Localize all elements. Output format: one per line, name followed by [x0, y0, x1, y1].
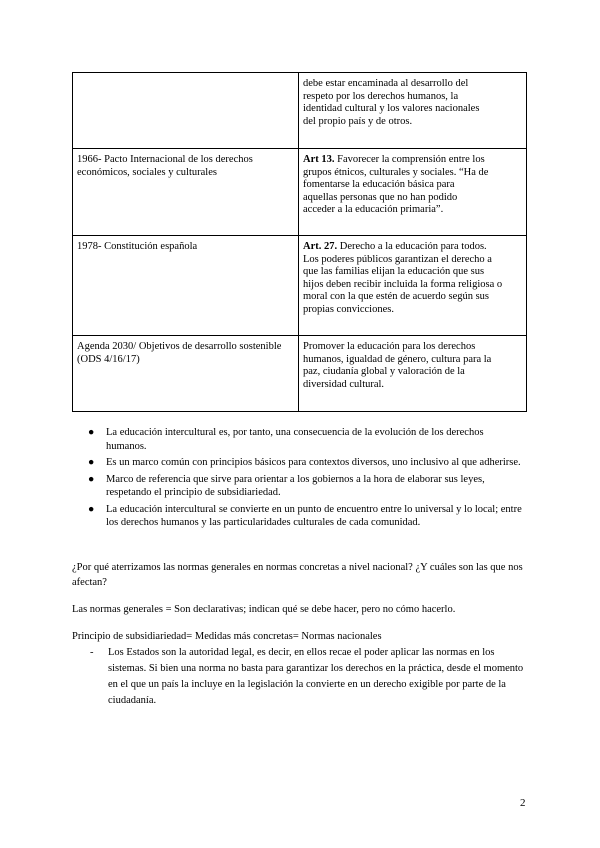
dash-icon: - — [90, 647, 94, 658]
general-norms-paragraph: Las normas generales = Son declarativas; indican qué se debe hacer, pero no cómo hacerlo. — [72, 604, 456, 615]
table-cell-content — [299, 73, 527, 149]
table-cell-content — [299, 336, 527, 412]
bullet-text: Marco de referencia que sirve para orientar a los gobiernos a la hora de elaborar sus leyes, respetando el principio de subsidiariedad. — [106, 473, 485, 498]
cell-line: Los poderes públicos garantizan el derecho a — [303, 253, 492, 265]
list-item — [84, 426, 524, 453]
table-row — [73, 149, 527, 236]
bullet-icon: ● — [88, 503, 95, 515]
table-row — [73, 236, 527, 336]
bullet-icon: ● — [88, 457, 95, 468]
bullet-list — [84, 426, 524, 533]
question-paragraph: ¿Por qué aterrizamos las normas generales en normas concretas a nivel nacional? ¿Y cuáles son las que nos afectan? — [72, 562, 523, 588]
cell-line: humanos, igualdad de género, cultura para la — [303, 353, 492, 365]
cell-line: diversidad cultural. — [303, 378, 385, 390]
bullet-icon: ● — [88, 473, 95, 485]
article-label: Art. 27. — [303, 241, 338, 252]
cell-line: aquellas personas que no han podido — [303, 191, 458, 203]
cell-line: paz, ciudanía global y valoración de la — [303, 366, 465, 377]
table-cell-content — [299, 236, 527, 336]
table-cell-instrument — [73, 336, 299, 412]
rights-table — [72, 72, 527, 412]
cell-line: moral con la que estén de acuerdo según sus — [303, 291, 490, 302]
table-cell-content — [299, 149, 527, 236]
cell-line: debe estar encaminada al desarrollo del — [303, 78, 469, 89]
cell-line: fomentarse la educación básica para — [303, 179, 455, 190]
cell-line: Promover la educación para los derechos — [303, 341, 476, 352]
list-item — [84, 503, 524, 530]
cell-line: del propio país y de otros. — [303, 115, 413, 127]
table-row — [73, 73, 527, 149]
table-cell-instrument — [73, 236, 299, 336]
bullet-text: Es un marco común con principios básicos para contextos diversos, uno inclusivo al que adherirse. — [106, 457, 521, 468]
cell-line: (ODS 4/16/17) — [77, 353, 140, 365]
cell-line: 1966- Pacto Internacional de los derechos — [77, 154, 253, 165]
bullet-icon: ● — [88, 427, 95, 438]
list-item — [84, 456, 524, 470]
table-cell-instrument — [73, 149, 299, 236]
cell-line: identidad cultural y los valores nacionales — [303, 103, 480, 114]
cell-line: hijos deben recibir incluida la forma religiosa o — [303, 278, 503, 290]
cell-line: económicos, sociales y culturales — [77, 166, 217, 178]
cell-line: Agenda 2030/ Objetivos de desarrollo sostenible — [77, 341, 282, 352]
cell-line: Favorecer la comprensión entre los — [334, 154, 485, 165]
cell-line: Derecho a la educación para todos. — [337, 241, 487, 252]
table-row — [73, 336, 527, 412]
dash-list — [92, 645, 524, 709]
page-number: 2 — [520, 797, 526, 809]
bullet-text: La educación intercultural es, por tanto, una consecuencia de la evolución de los derechos humanos. — [106, 427, 484, 452]
cell-line: acceder a la educación primaria”. — [303, 204, 444, 215]
cell-line: propias convicciones. — [303, 303, 394, 315]
list-item — [84, 473, 524, 500]
cell-line: respeto por los derechos humanos, la — [303, 90, 459, 102]
cell-line: 1978- Constitución española — [77, 241, 198, 252]
cell-line: grupos étnicos, culturales y sociales. “Ha de — [303, 166, 489, 178]
table-cell-instrument — [73, 73, 299, 149]
article-label: Art 13. — [303, 154, 335, 165]
subsidiarity-paragraph: Principio de subsidiariedad= Medidas más concretas= Normas nacionales — [72, 631, 382, 642]
bullet-text: La educación intercultural se convierte en un punto de encuentro entre lo universal y lo local; entre los derechos humanos y las particularidades culturales de cada comunidad. — [106, 503, 522, 528]
cell-line: que las familias elijan la educación que sus — [303, 266, 485, 277]
dash-item-text: Los Estados son la autoridad legal, es decir, en ellos recae el poder aplicar las normas en los sistemas. Si bien una norma no basta para garantizar los derechos en la práctica, desde el momento en el que un país la incluye en la legislación la convierte en un derecho exigible por parte de la ciudadanía. — [108, 647, 524, 706]
